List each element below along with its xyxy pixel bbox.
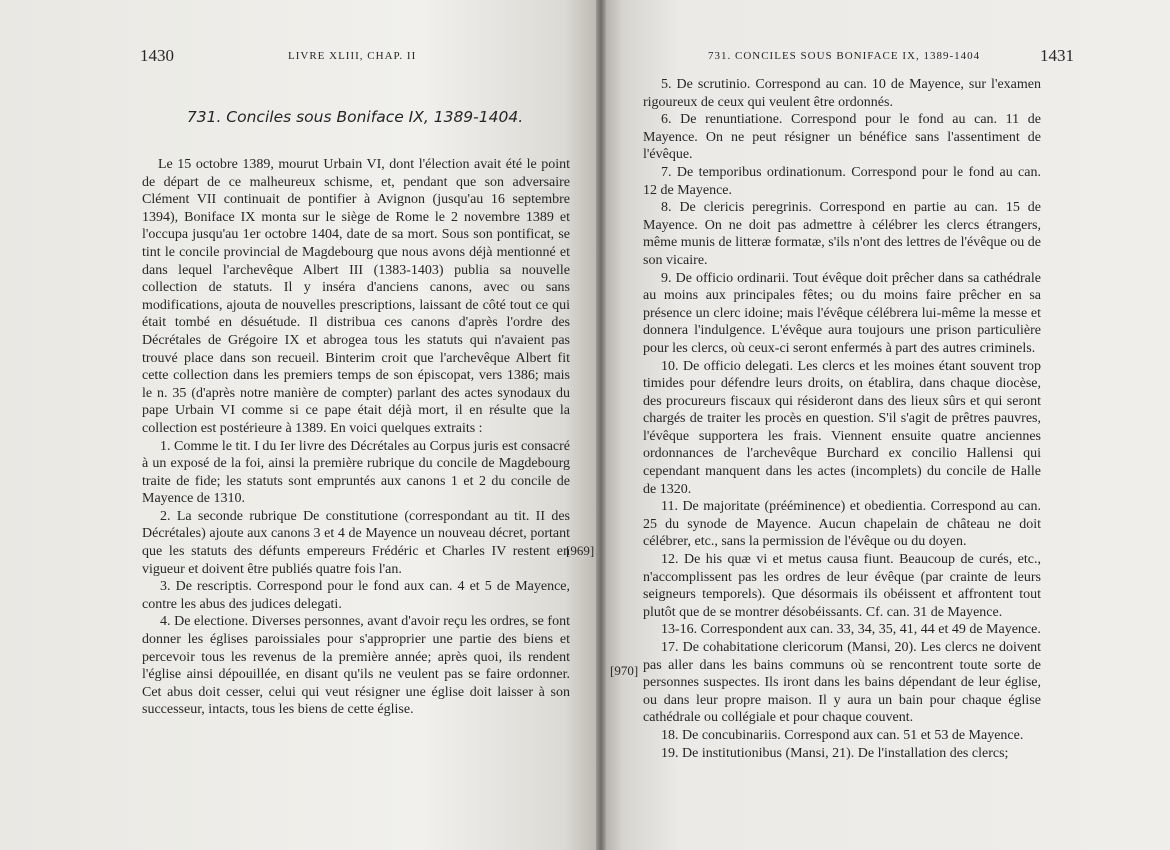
paragraph: 1. Comme le tit. I du Ier livre des Décrétales au Corpus juris est consacré à un exposé de la foi, ainsi la première rubrique du concile de Magdebourg traite de fide; les statuts sont empruntés aux canons 1 et 2 du concile de Mayence de 1310. — [142, 438, 570, 507]
paragraph: 10. De officio delegati. Les clercs et les moines étant souvent trop timides pour défendre leurs droits, on établira, dans chaque diocèse, des procureurs fiscaux qui résideront dans des lieux sûrs et qui seront chargés de traiter les procès en question. S'il s'agit de prêtres pauvres, l'évêque supportera les frais. Viennent ensuite quatre anciennes ordonnances de l'archevêque Burchard ex concilio Hallensi qui cependant manquent dans les actes (incomplets) du concile de Halle de 1320. — [643, 358, 1041, 497]
paragraph: 4. De electione. Diverses personnes, avant d'avoir reçu les ordres, se font donner les églises paroissiales pour s'approprier une partie des biens et percevoir tous les revenus de la première année; après quoi, ils rendent l'église ainsi dépouillée, en disant qu'ils ne veulent pas se faire ordonner. Cet abus doit cesser, celui qui veut résigner une église doit laisser à son successeur, intacts, tous les biens de cette église. — [142, 614, 570, 718]
page-number: 1430 — [140, 46, 174, 65]
paragraph: 9. De officio ordinarii. Tout évêque doit prêcher dans sa cathédrale au moins aux principales fêtes; ou du moins faire prêcher en sa présence un clerc idoine; mais l'évêque célébrera lui-même la messe et donnera l'indulgence. L'évêque aura toujours une prison particulière pour les clercs, où ceux-ci seront enfermés à part des autres criminels. — [643, 270, 1041, 356]
paragraph: 13-16. Correspondent aux can. 33, 34, 35, 41, 44 et 49 de Mayence. — [661, 622, 1041, 638]
paragraph: 2. La seconde rubrique De constitutione (correspondant au tit. II des Décrétales) ajoute aux canons 3 et 4 de Mayence un nouveau décret, portant que les statuts des défunts empereurs Frédéric et Charles IV restent en vigueur et doivent être publiés quatre fois l'an. — [142, 508, 570, 577]
right-page — [600, 0, 1170, 850]
paragraph: 18. De concubinariis. Correspond aux can. 51 et 53 de Mayence. — [661, 727, 1024, 743]
paragraph: 12. De his quæ vi et metus causa fiunt. Beaucoup de curés, etc., n'accomplissent pas les ordres de leur évêque (par crainte de leurs seigneurs temporels). Que désormais ils obéissent et affrontent tout plutôt que de se montrer désobéissants. Cf. can. 31 de Mayence. — [643, 552, 1041, 620]
paragraph: 7. De temporibus ordinationum. Correspond pour le fond au can. 12 de Mayence. — [643, 164, 1041, 198]
margin-page-reference: [969] — [566, 543, 595, 558]
paragraph: 17. De cohabitatione clericorum (Mansi, 20). Les clercs ne doivent pas aller dans les bains communs où se rencontrent toute sorte de personnes suspectes. Ils iront dans les bains dépendant de leur église, ou dans leur propre maison. Il y aura un bain pour chaque église cathédrale ou collégiale et pour chaque couvent. — [643, 640, 1041, 726]
left-body-text — [142, 156, 570, 719]
right-body-text — [643, 76, 1041, 762]
running-head: LIVRE XLIII, CHAP. II — [288, 50, 417, 62]
paragraph: 3. De rescriptis. Correspond pour le fond aux can. 4 et 5 de Mayence, contre les abus des judices delegati. — [142, 579, 570, 612]
paragraph: 11. De majoritate (prééminence) et obedientia. Correspond au can. 25 du synode de Mayence. Aucun chapelain de château ne doit célébrer, etc., sans la permission de l'évêque ou du doyen. — [643, 499, 1041, 550]
paragraph: 19. De institutionibus (Mansi, 21). De l'installation des clercs; — [661, 745, 1009, 761]
page-number: 1431 — [1040, 46, 1074, 65]
paragraph: 6. De renuntiatione. Correspond pour le fond au can. 11 de Mayence. On ne peut résigner un bénéfice sans l'assentiment de l'évêque. — [643, 112, 1041, 163]
paragraph: 8. De clericis peregrinis. Correspond en partie au can. 15 de Mayence. On ne doit pas admettre à célébrer les clercs étrangers, même munis de litteræ formatæ, s'ils n'ont des lettres de l'évêque ou de son vicaire. — [643, 200, 1041, 268]
paragraph: 5. De scrutinio. Correspond au can. 10 de Mayence, sur l'examen rigoureux de ceux qui veulent être ordonnés. — [643, 77, 1041, 110]
margin-page-reference: [970] — [610, 663, 639, 678]
running-head: 731. CONCILES SOUS BONIFACE IX, 1389-1404 — [708, 50, 981, 62]
section-title: 731. Conciles sous Boniface IX, 1389-1404. — [186, 108, 524, 126]
book-gutter — [596, 0, 606, 850]
paragraph: Le 15 octobre 1389, mourut Urbain VI, dont l'élection avait été le point de départ de ce malheureux schisme, et, pendant que son adversaire Clément VII continuait de pontifier à Avignon (jusqu'au 16 septembre 1394), Boniface IX monta sur le siège de Rome le 2 novembre 1389 et l'occupa jusqu'au 1er octobre 1404, date de sa mort. Sous son pontificat, se tint le concile provincial de Magdebourg que nous avons déjà mentionné et dans lequel l'archevêque Albert III (1383-1403) publia sa nouvelle collection de statuts. Il y inséra d'anciens canons, avec ou sans modifications, ajouta de nouvelles prescriptions, laissant de côté tout ce qui était tombé en désuétude. Il distribua ces canons d'après l'ordre des Décrétales de Grégoire IX et abrogea tous les statuts qui n'avaient pas trouvé place dans son recueil. Binterim croit que l'archevêque Albert fit cette collection dans les premiers temps de son épiscopat, vers 1386; mais le n. 35 (d'après notre manière de compter) parlant des actes synodaux du pape Urbain VI comme si ce pape était déjà mort, il en résulte que la collection est postérieure à 1389. En voici quelques extraits : — [142, 157, 570, 436]
